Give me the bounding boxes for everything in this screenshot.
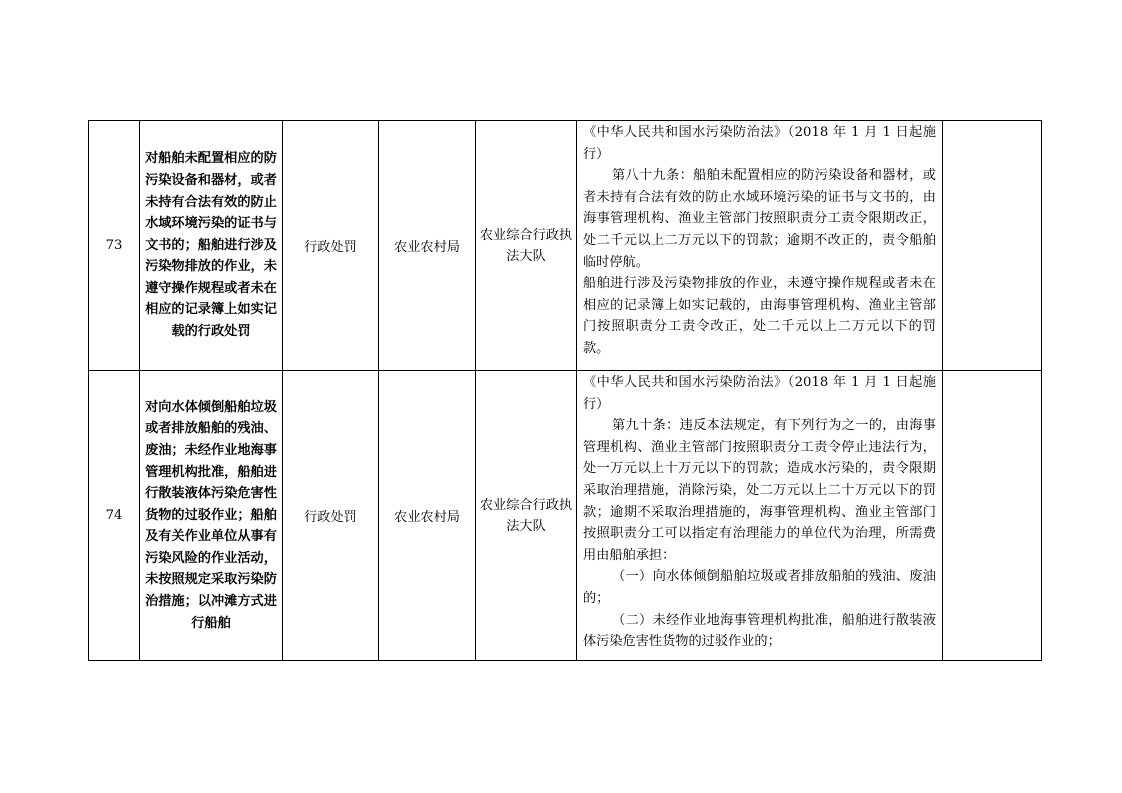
legal-basis-cell bbox=[577, 121, 943, 371]
legal-basis-paragraph: 船舶进行涉及污染物排放的作业，未遵守操作规程或者未在相应的记录簿上如实记载的，由海事管理机构、渔业主管部门按照职责分工责令改正，处二千元以上二万元以下的罚款。 bbox=[583, 276, 936, 356]
row-number-cell bbox=[89, 371, 140, 661]
legal-basis-law-title: 《中华人民共和国水污染防治法》（2018 年 1 月 1 日起施行） bbox=[583, 125, 936, 162]
note-cell bbox=[943, 371, 1042, 661]
legal-basis-item: （一）向水体倾倒船舶垃圾或者排放船舶的残油、废油的； bbox=[583, 569, 936, 606]
enforcement-unit: 农业综合行政执法大队 bbox=[479, 227, 573, 264]
table-row bbox=[89, 121, 1042, 371]
enforcement-unit-cell bbox=[476, 121, 577, 371]
row-number-cell bbox=[89, 121, 140, 371]
item-name-cell bbox=[140, 121, 283, 371]
item-name-cell bbox=[140, 371, 283, 661]
enforcement-unit-cell bbox=[476, 371, 577, 661]
legal-basis-article: 第八十九条：船舶未配置相应的防污染设备和器材，或者未持有合法有效的防止水域环境污染的证书与文书的，由海事管理机构、渔业主管部门按照职责分工责令限期改正，处二千元以上二万元以下的罚款；逾期不改正的，责令船舶临时停航。 bbox=[583, 168, 936, 270]
department: 农业农村局 bbox=[394, 240, 460, 255]
department-cell bbox=[379, 121, 476, 371]
item-name: 对船舶未配置相应的防污染设备和器材，或者未持有合法有效的防止水域环境污染的证书与文书的；船舶进行涉及污染物排放的作业，未遵守操作规程或者未在相应的记录簿上如实记载的行政处罚 bbox=[145, 151, 277, 340]
row-number: 74 bbox=[105, 508, 123, 523]
note-cell bbox=[943, 121, 1042, 371]
row-number: 73 bbox=[105, 238, 123, 253]
power-type: 行政处罚 bbox=[304, 510, 357, 525]
enforcement-unit: 农业综合行政执法大队 bbox=[479, 497, 573, 534]
legal-basis-cell bbox=[577, 371, 943, 661]
department-cell bbox=[379, 371, 476, 661]
power-type: 行政处罚 bbox=[304, 240, 357, 255]
table-row bbox=[89, 371, 1042, 661]
department: 农业农村局 bbox=[394, 510, 460, 525]
legal-basis-article: 第九十条：违反本法规定，有下列行为之一的，由海事管理机构、渔业主管部门按照职责分工责令停止违法行为，处一万元以上十万元以下的罚款；造成水污染的，责令限期采取治理措施，消除污染，处二万元以上二十万元以下的罚款；逾期不采取治理措施的，海事管理机构、渔业主管部门按照职责分工可以指定有治理能力的单位代为治理，所需费用由船舶承担： bbox=[583, 418, 936, 563]
item-name: 对向水体倾倒船舶垃圾或者排放船舶的残油、废油；未经作业地海事管理机构批准，船舶进行散装液体污染危害性货物的过驳作业；船舶及有关作业单位从事有污染风险的作业活动，未按照规定采取污染防治措施；以冲滩方式进行船舶 bbox=[145, 399, 277, 631]
legal-basis-law-title: 《中华人民共和国水污染防治法》（2018 年 1 月 1 日起施行） bbox=[583, 375, 936, 412]
power-type-cell bbox=[283, 371, 379, 661]
legal-basis-item: （二）未经作业地海事管理机构批准，船舶进行散装液体污染危害性货物的过驳作业的； bbox=[583, 612, 936, 650]
penalty-table bbox=[88, 120, 1042, 661]
power-type-cell bbox=[283, 121, 379, 371]
